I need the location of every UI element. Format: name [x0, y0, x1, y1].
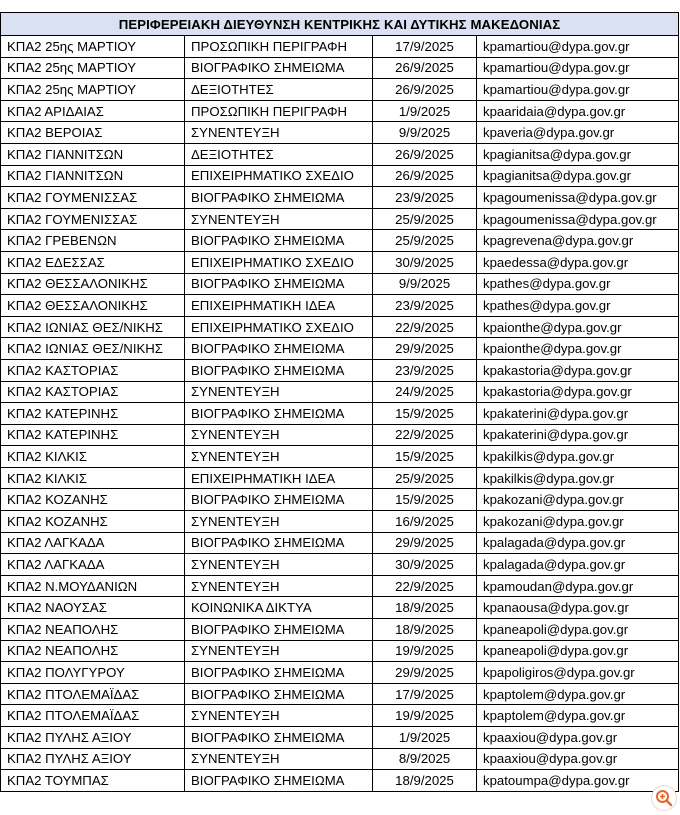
- office-cell: ΚΠΑ2 ΚΟΖΑΝΗΣ: [1, 511, 185, 533]
- table-row: [1, 403, 679, 425]
- date-cell: 26/9/2025: [373, 57, 477, 79]
- office-cell: ΚΠΑ2 Ν.ΜΟΥΔΑΝΙΩΝ: [1, 575, 185, 597]
- table-row: [1, 359, 679, 381]
- email-cell: kpakozani@dypa.gov.gr: [477, 511, 679, 533]
- email-cell: kpagrevena@dypa.gov.gr: [477, 230, 679, 252]
- email-cell: kpagoumenissa@dypa.gov.gr: [477, 208, 679, 230]
- subject-cell: ΒΙΟΓΡΑΦΙΚΟ ΣΗΜΕΙΩΜΑ: [185, 662, 373, 684]
- office-cell: ΚΠΑ2 ΘΕΣΣΑΛΟΝΙΚΗΣ: [1, 295, 185, 317]
- email-cell: kpagoumenissa@dypa.gov.gr: [477, 187, 679, 209]
- subject-cell: ΒΙΟΓΡΑΦΙΚΟ ΣΗΜΕΙΩΜΑ: [185, 338, 373, 360]
- table-row: [1, 619, 679, 641]
- table-row: [1, 273, 679, 295]
- subject-cell: ΒΙΟΓΡΑΦΙΚΟ ΣΗΜΕΙΩΜΑ: [185, 683, 373, 705]
- date-cell: 8/9/2025: [373, 748, 477, 770]
- subject-cell: ΒΙΟΓΡΑΦΙΚΟ ΣΗΜΕΙΩΜΑ: [185, 273, 373, 295]
- date-cell: 1/9/2025: [373, 727, 477, 749]
- email-cell: kpamartiou@dypa.gov.gr: [477, 57, 679, 79]
- date-cell: 17/9/2025: [373, 683, 477, 705]
- subject-cell: ΣΥΝΕΝΤΕΥΞΗ: [185, 122, 373, 144]
- office-cell: ΚΠΑ2 ΠΤΟΛΕΜΑΪΔΑΣ: [1, 705, 185, 727]
- table-row: [1, 251, 679, 273]
- subject-cell: ΔΕΞΙΟΤΗΤΕΣ: [185, 143, 373, 165]
- email-cell: kpanaousa@dypa.gov.gr: [477, 597, 679, 619]
- date-cell: 29/9/2025: [373, 532, 477, 554]
- subject-cell: ΣΥΝΕΝΤΕΥΞΗ: [185, 381, 373, 403]
- subject-cell: ΕΠΙΧΕΙΡΗΜΑΤΙΚΟ ΣΧΕΔΙΟ: [185, 165, 373, 187]
- date-cell: 19/9/2025: [373, 640, 477, 662]
- email-cell: kpaionthe@dypa.gov.gr: [477, 316, 679, 338]
- table-row: [1, 532, 679, 554]
- email-cell: kpakilkis@dypa.gov.gr: [477, 446, 679, 468]
- email-cell: kpaptolem@dypa.gov.gr: [477, 683, 679, 705]
- table-row: [1, 554, 679, 576]
- office-cell: ΚΠΑ2 ΠΥΛΗΣ ΑΞΙΟΥ: [1, 748, 185, 770]
- office-cell: ΚΠΑ2 25ης ΜΑΡΤΙΟΥ: [1, 79, 185, 101]
- email-cell: kpaveria@dypa.gov.gr: [477, 122, 679, 144]
- date-cell: 16/9/2025: [373, 511, 477, 533]
- subject-cell: ΠΡΟΣΩΠΙΚΗ ΠΕΡΙΓΡΑΦΗ: [185, 36, 373, 58]
- office-cell: ΚΠΑ2 ΚΙΛΚΙΣ: [1, 467, 185, 489]
- subject-cell: ΒΙΟΓΡΑΦΙΚΟ ΣΗΜΕΙΩΜΑ: [185, 187, 373, 209]
- date-cell: 29/9/2025: [373, 662, 477, 684]
- subject-cell: ΒΙΟΓΡΑΦΙΚΟ ΣΗΜΕΙΩΜΑ: [185, 230, 373, 252]
- date-cell: 22/9/2025: [373, 316, 477, 338]
- email-cell: kpamartiou@dypa.gov.gr: [477, 79, 679, 101]
- subject-cell: ΕΠΙΧΕΙΡΗΜΑΤΙΚΗ ΙΔΕΑ: [185, 467, 373, 489]
- date-cell: 15/9/2025: [373, 446, 477, 468]
- email-cell: kpaneapoli@dypa.gov.gr: [477, 640, 679, 662]
- subject-cell: ΣΥΝΕΝΤΕΥΞΗ: [185, 705, 373, 727]
- email-cell: kpathes@dypa.gov.gr: [477, 273, 679, 295]
- office-cell: ΚΠΑ2 ΓΙΑΝΝΙΤΣΩΝ: [1, 165, 185, 187]
- email-cell: kpatoumpa@dypa.gov.gr: [477, 770, 679, 792]
- office-cell: ΚΠΑ2 ΛΑΓΚΑΔΑ: [1, 554, 185, 576]
- subject-cell: ΣΥΝΕΝΤΕΥΞΗ: [185, 748, 373, 770]
- subject-cell: ΣΥΝΕΝΤΕΥΞΗ: [185, 424, 373, 446]
- office-cell: ΚΠΑ2 ΑΡΙΔΑΙΑΣ: [1, 100, 185, 122]
- date-cell: 9/9/2025: [373, 122, 477, 144]
- table-row: [1, 575, 679, 597]
- table-row: [1, 338, 679, 360]
- table-row: [1, 316, 679, 338]
- office-cell: ΚΠΑ2 ΝΕΑΠΟΛΗΣ: [1, 619, 185, 641]
- office-cell: ΚΠΑ2 ΠΤΟΛΕΜΑΪΔΑΣ: [1, 683, 185, 705]
- table-row: [1, 597, 679, 619]
- table-row: [1, 143, 679, 165]
- zoom-in-icon: [652, 786, 676, 810]
- date-cell: 1/9/2025: [373, 100, 477, 122]
- office-cell: ΚΠΑ2 ΠΟΛΥΓΥΡΟΥ: [1, 662, 185, 684]
- table-row: [1, 748, 679, 770]
- office-cell: ΚΠΑ2 ΚΑΣΤΟΡΙΑΣ: [1, 381, 185, 403]
- email-cell: kpakaterini@dypa.gov.gr: [477, 424, 679, 446]
- email-cell: kpamoudan@dypa.gov.gr: [477, 575, 679, 597]
- table-row: [1, 424, 679, 446]
- table-row: [1, 467, 679, 489]
- date-cell: 24/9/2025: [373, 381, 477, 403]
- office-cell: ΚΠΑ2 ΘΕΣΣΑΛΟΝΙΚΗΣ: [1, 273, 185, 295]
- subject-cell: ΒΙΟΓΡΑΦΙΚΟ ΣΗΜΕΙΩΜΑ: [185, 532, 373, 554]
- table-row: [1, 187, 679, 209]
- subject-cell: ΣΥΝΕΝΤΕΥΞΗ: [185, 575, 373, 597]
- office-cell: ΚΠΑ2 ΒΕΡΟΙΑΣ: [1, 122, 185, 144]
- date-cell: 30/9/2025: [373, 554, 477, 576]
- subject-cell: ΕΠΙΧΕΙΡΗΜΑΤΙΚΟ ΣΧΕΔΙΟ: [185, 251, 373, 273]
- office-cell: ΚΠΑ2 ΚΑΤΕΡΙΝΗΣ: [1, 403, 185, 425]
- table-header-row: [1, 13, 679, 36]
- date-cell: 22/9/2025: [373, 575, 477, 597]
- subject-cell: ΕΠΙΧΕΙΡΗΜΑΤΙΚΗ ΙΔΕΑ: [185, 295, 373, 317]
- table-row: [1, 489, 679, 511]
- date-cell: 15/9/2025: [373, 403, 477, 425]
- date-cell: 23/9/2025: [373, 359, 477, 381]
- email-cell: kpaaridaia@dypa.gov.gr: [477, 100, 679, 122]
- subject-cell: ΒΙΟΓΡΑΦΙΚΟ ΣΗΜΕΙΩΜΑ: [185, 489, 373, 511]
- table-row: [1, 230, 679, 252]
- email-cell: kpakozani@dypa.gov.gr: [477, 489, 679, 511]
- office-cell: ΚΠΑ2 ΚΟΖΑΝΗΣ: [1, 489, 185, 511]
- subject-cell: ΒΙΟΓΡΑΦΙΚΟ ΣΗΜΕΙΩΜΑ: [185, 727, 373, 749]
- office-cell: ΚΠΑ2 ΕΔΕΣΣΑΣ: [1, 251, 185, 273]
- date-cell: 9/9/2025: [373, 273, 477, 295]
- schedule-table: [0, 12, 679, 792]
- subject-cell: ΒΙΟΓΡΑΦΙΚΟ ΣΗΜΕΙΩΜΑ: [185, 770, 373, 792]
- table-row: [1, 446, 679, 468]
- date-cell: 25/9/2025: [373, 208, 477, 230]
- office-cell: ΚΠΑ2 ΓΟΥΜΕΝΙΣΣΑΣ: [1, 187, 185, 209]
- email-cell: kpakastoria@dypa.gov.gr: [477, 359, 679, 381]
- subject-cell: ΣΥΝΕΝΤΕΥΞΗ: [185, 208, 373, 230]
- table-row: [1, 770, 679, 792]
- email-cell: kpagianitsa@dypa.gov.gr: [477, 143, 679, 165]
- email-cell: kpaneapoli@dypa.gov.gr: [477, 619, 679, 641]
- email-cell: kpamartiou@dypa.gov.gr: [477, 36, 679, 58]
- table-row: [1, 683, 679, 705]
- table-row: [1, 36, 679, 58]
- email-cell: kpalagada@dypa.gov.gr: [477, 554, 679, 576]
- subject-cell: ΣΥΝΕΝΤΕΥΞΗ: [185, 511, 373, 533]
- office-cell: ΚΠΑ2 ΛΑΓΚΑΔΑ: [1, 532, 185, 554]
- date-cell: 29/9/2025: [373, 338, 477, 360]
- office-cell: ΚΠΑ2 ΝΕΑΠΟΛΗΣ: [1, 640, 185, 662]
- subject-cell: ΣΥΝΕΝΤΕΥΞΗ: [185, 554, 373, 576]
- office-cell: ΚΠΑ2 ΝΑΟΥΣΑΣ: [1, 597, 185, 619]
- office-cell: ΚΠΑ2 ΤΟΥΜΠΑΣ: [1, 770, 185, 792]
- email-cell: kpaionthe@dypa.gov.gr: [477, 338, 679, 360]
- subject-cell: ΠΡΟΣΩΠΙΚΗ ΠΕΡΙΓΡΑΦΗ: [185, 100, 373, 122]
- table-row: [1, 100, 679, 122]
- date-cell: 30/9/2025: [373, 251, 477, 273]
- date-cell: 18/9/2025: [373, 597, 477, 619]
- office-cell: ΚΠΑ2 25ης ΜΑΡΤΙΟΥ: [1, 57, 185, 79]
- date-cell: 26/9/2025: [373, 79, 477, 101]
- subject-cell: ΣΥΝΕΝΤΕΥΞΗ: [185, 446, 373, 468]
- table-row: [1, 662, 679, 684]
- date-cell: 19/9/2025: [373, 705, 477, 727]
- email-cell: kpakastoria@dypa.gov.gr: [477, 381, 679, 403]
- zoom-button[interactable]: [652, 786, 676, 810]
- table-row: [1, 381, 679, 403]
- date-cell: 18/9/2025: [373, 619, 477, 641]
- office-cell: ΚΠΑ2 25ης ΜΑΡΤΙΟΥ: [1, 36, 185, 58]
- date-cell: 26/9/2025: [373, 165, 477, 187]
- email-cell: kpaedessa@dypa.gov.gr: [477, 251, 679, 273]
- date-cell: 23/9/2025: [373, 187, 477, 209]
- office-cell: ΚΠΑ2 ΙΩΝΙΑΣ ΘΕΣ/ΝΙΚΗΣ: [1, 338, 185, 360]
- subject-cell: ΣΥΝΕΝΤΕΥΞΗ: [185, 640, 373, 662]
- office-cell: ΚΠΑ2 ΓΡΕΒΕΝΩΝ: [1, 230, 185, 252]
- table-row: [1, 57, 679, 79]
- email-cell: kpapoligiros@dypa.gov.gr: [477, 662, 679, 684]
- office-cell: ΚΠΑ2 ΓΟΥΜΕΝΙΣΣΑΣ: [1, 208, 185, 230]
- email-cell: kpagianitsa@dypa.gov.gr: [477, 165, 679, 187]
- table-title: ΠΕΡΙΦΕΡΕΙΑΚΗ ΔΙΕΥΘΥΝΣΗ ΚΕΝΤΡΙΚΗΣ ΚΑΙ ΔΥΤΙΚΗΣ ΜΑΚΕΔΟΝΙΑΣ: [1, 13, 679, 36]
- table-row: [1, 295, 679, 317]
- table-row: [1, 79, 679, 101]
- office-cell: ΚΠΑ2 ΓΙΑΝΝΙΤΣΩΝ: [1, 143, 185, 165]
- table-row: [1, 640, 679, 662]
- office-cell: ΚΠΑ2 ΚΙΛΚΙΣ: [1, 446, 185, 468]
- table-row: [1, 122, 679, 144]
- date-cell: 23/9/2025: [373, 295, 477, 317]
- email-cell: kpakilkis@dypa.gov.gr: [477, 467, 679, 489]
- subject-cell: ΒΙΟΓΡΑΦΙΚΟ ΣΗΜΕΙΩΜΑ: [185, 403, 373, 425]
- office-cell: ΚΠΑ2 ΚΑΤΕΡΙΝΗΣ: [1, 424, 185, 446]
- subject-cell: ΕΠΙΧΕΙΡΗΜΑΤΙΚΟ ΣΧΕΔΙΟ: [185, 316, 373, 338]
- subject-cell: ΒΙΟΓΡΑΦΙΚΟ ΣΗΜΕΙΩΜΑ: [185, 359, 373, 381]
- office-cell: ΚΠΑ2 ΚΑΣΤΟΡΙΑΣ: [1, 359, 185, 381]
- date-cell: 26/9/2025: [373, 143, 477, 165]
- email-cell: kpalagada@dypa.gov.gr: [477, 532, 679, 554]
- date-cell: 22/9/2025: [373, 424, 477, 446]
- date-cell: 15/9/2025: [373, 489, 477, 511]
- date-cell: 25/9/2025: [373, 230, 477, 252]
- subject-cell: ΒΙΟΓΡΑΦΙΚΟ ΣΗΜΕΙΩΜΑ: [185, 57, 373, 79]
- table-row: [1, 208, 679, 230]
- email-cell: kpaaxiou@dypa.gov.gr: [477, 727, 679, 749]
- date-cell: 18/9/2025: [373, 770, 477, 792]
- office-cell: ΚΠΑ2 ΙΩΝΙΑΣ ΘΕΣ/ΝΙΚΗΣ: [1, 316, 185, 338]
- office-cell: ΚΠΑ2 ΠΥΛΗΣ ΑΞΙΟΥ: [1, 727, 185, 749]
- email-cell: kpathes@dypa.gov.gr: [477, 295, 679, 317]
- email-cell: kpaptolem@dypa.gov.gr: [477, 705, 679, 727]
- table-row: [1, 511, 679, 533]
- table-row: [1, 705, 679, 727]
- email-cell: kpakaterini@dypa.gov.gr: [477, 403, 679, 425]
- date-cell: 17/9/2025: [373, 36, 477, 58]
- date-cell: 25/9/2025: [373, 467, 477, 489]
- subject-cell: ΒΙΟΓΡΑΦΙΚΟ ΣΗΜΕΙΩΜΑ: [185, 619, 373, 641]
- subject-cell: ΚΟΙΝΩΝΙΚΑ ΔΙΚΤΥΑ: [185, 597, 373, 619]
- table-row: [1, 165, 679, 187]
- subject-cell: ΔΕΞΙΟΤΗΤΕΣ: [185, 79, 373, 101]
- table-row: [1, 727, 679, 749]
- email-cell: kpaaxiou@dypa.gov.gr: [477, 748, 679, 770]
